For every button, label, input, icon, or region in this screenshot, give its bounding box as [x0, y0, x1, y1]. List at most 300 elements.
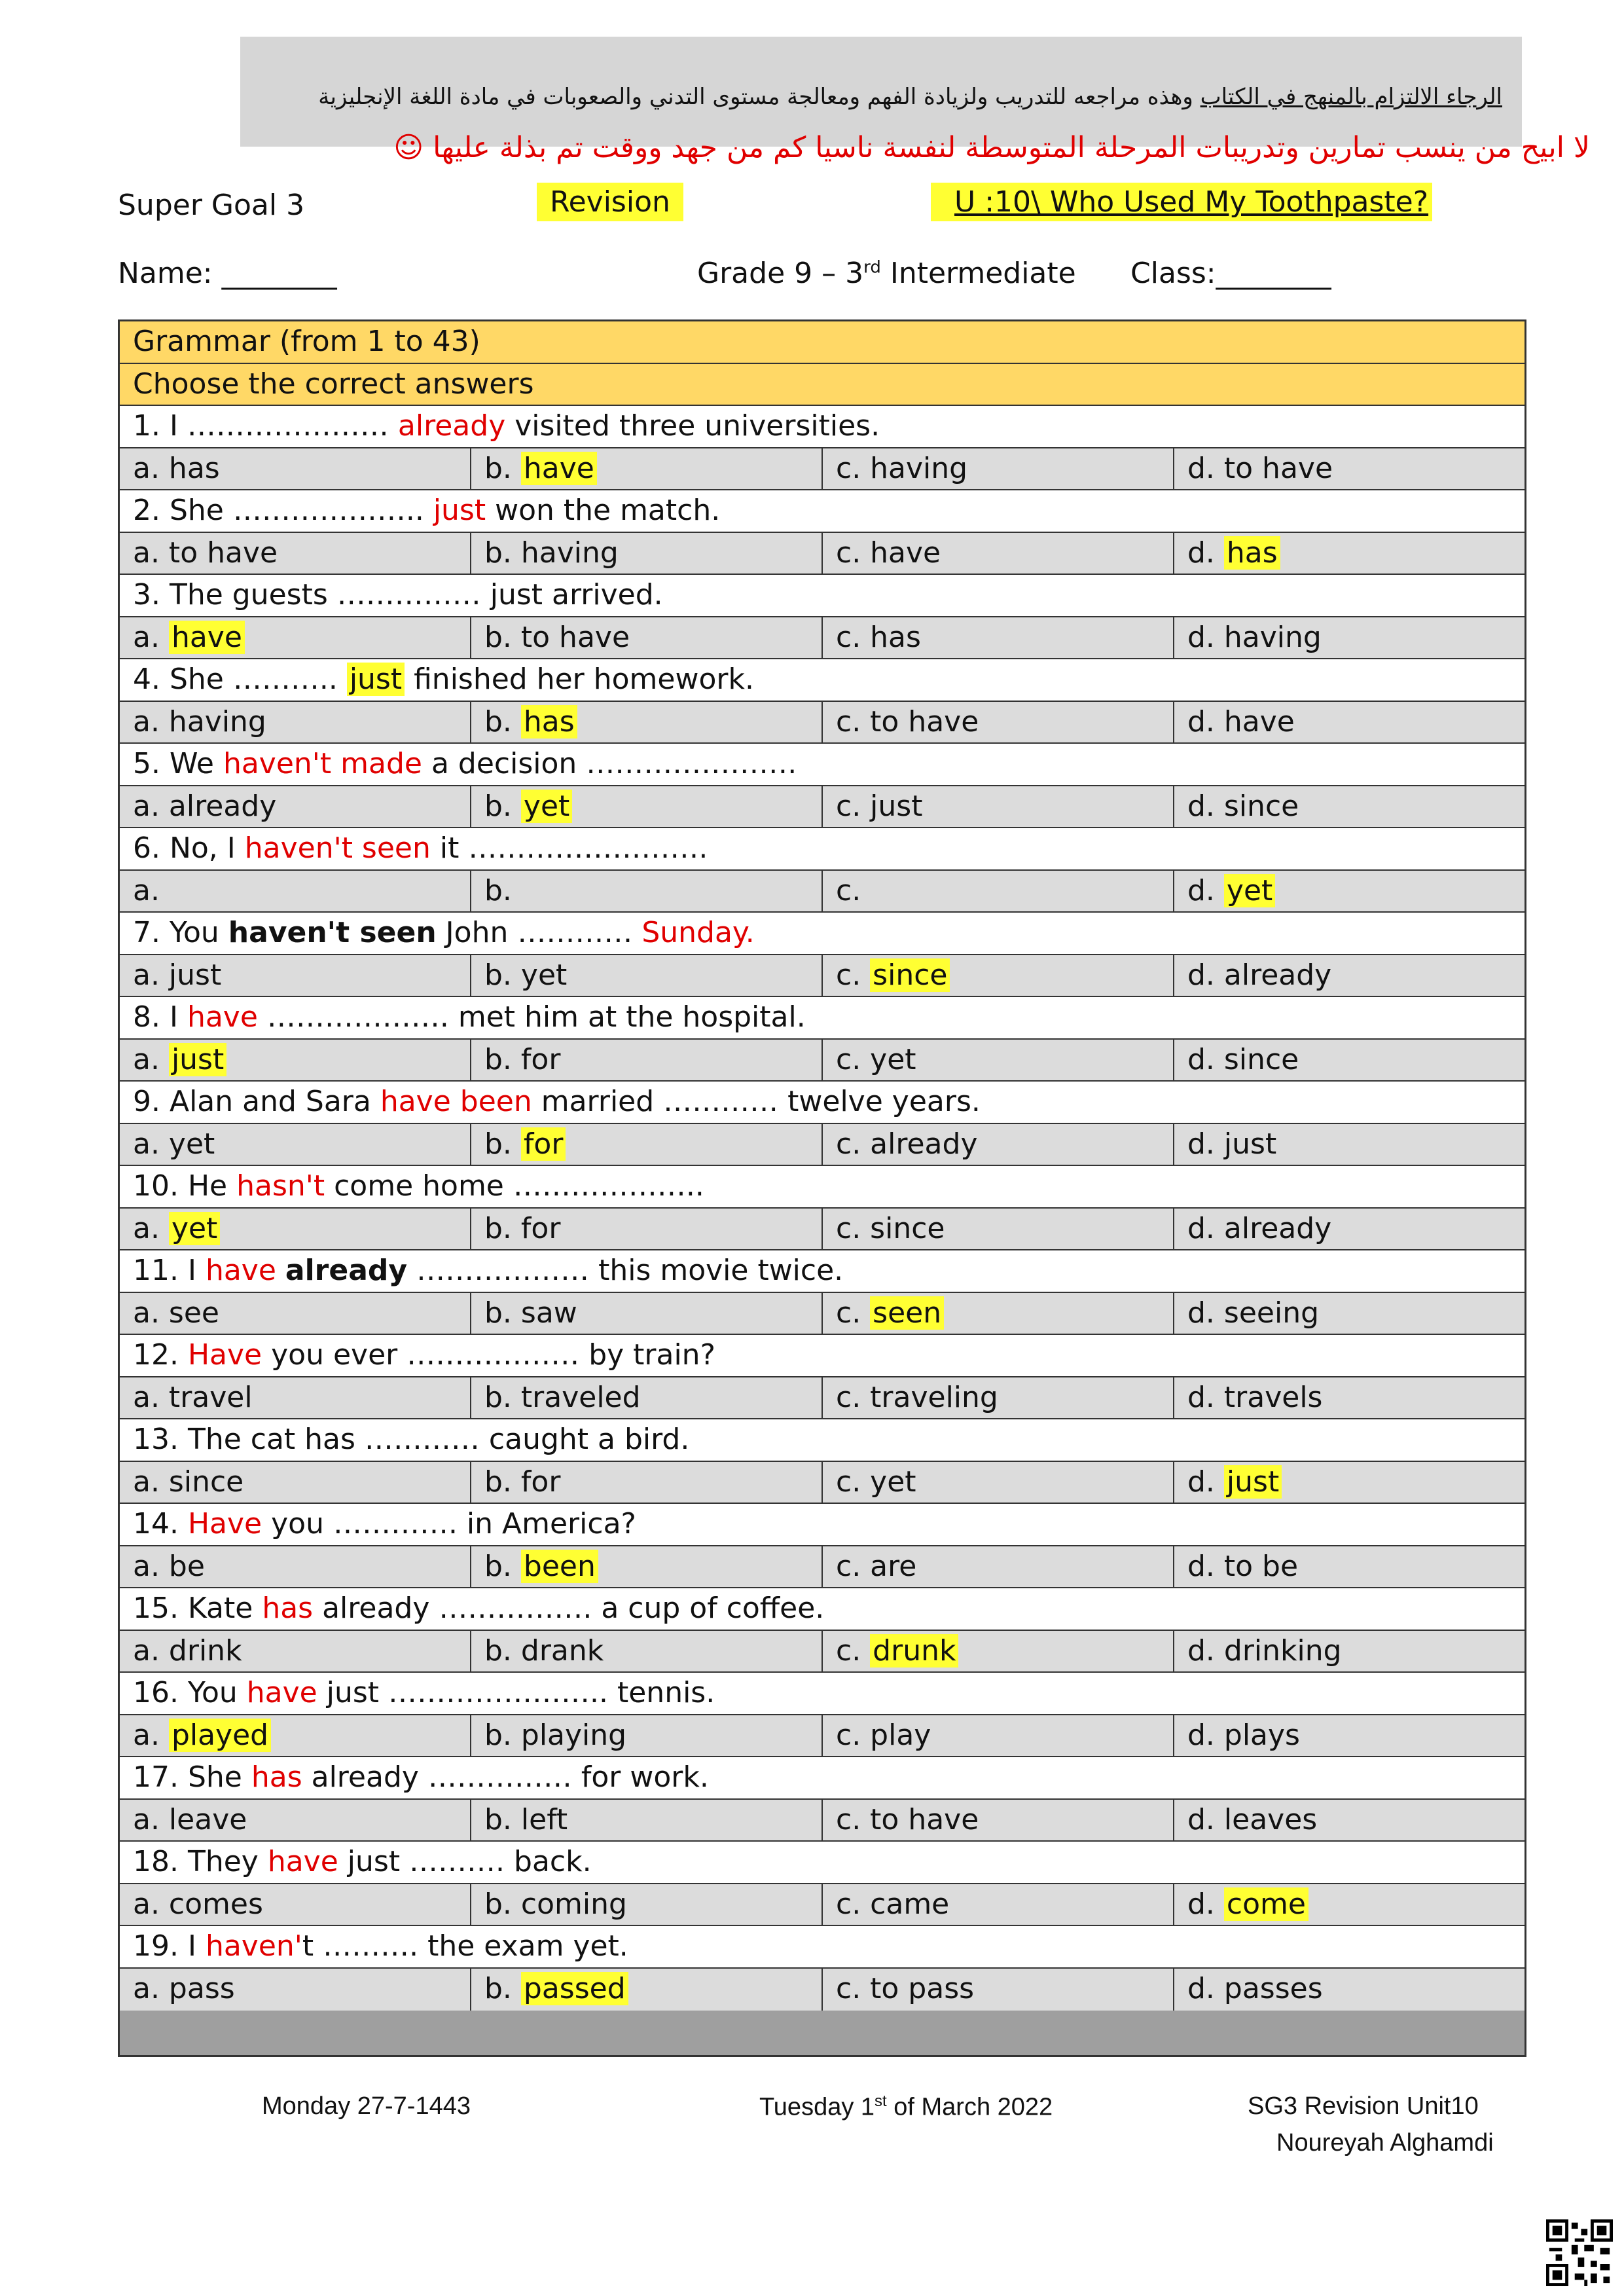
question-text [120, 1419, 689, 1461]
option-a[interactable] [120, 1884, 471, 1925]
text-segment: d. drinking [1187, 1633, 1342, 1667]
text-segment: b. [484, 789, 521, 823]
question-row-13 [120, 1419, 1525, 1462]
text-segment: c. yet [836, 1465, 916, 1499]
option-c[interactable] [823, 1377, 1174, 1419]
option-c[interactable] [823, 1462, 1174, 1503]
question-row-11 [120, 1250, 1525, 1293]
gregorian-date [759, 2092, 1053, 2122]
text-segment: c. [836, 873, 861, 907]
question-row-12 [120, 1335, 1525, 1377]
question-row-8 [120, 997, 1525, 1040]
option-a[interactable] [120, 1800, 471, 1841]
option-c[interactable] [823, 617, 1174, 659]
options-row-11 [120, 1293, 1525, 1336]
text-segment: b. for [484, 1042, 561, 1076]
highlighted-answer: has [1224, 536, 1280, 570]
text-segment: already ……………. a cup of coffee. [313, 1592, 825, 1625]
option-b[interactable] [471, 1040, 823, 1081]
option-d[interactable] [1174, 1800, 1525, 1841]
text-segment: John ………… [436, 916, 642, 949]
qr-code-icon[interactable] [1546, 2219, 1613, 2286]
highlighted-answer: have [521, 452, 597, 485]
emphasis-bold: haven't seen [228, 916, 437, 949]
text-segment: b. coming [484, 1887, 627, 1921]
section-title: Grammar (from 1 to 43) [133, 325, 480, 358]
text-segment: d. having [1187, 620, 1322, 654]
option-c[interactable] [823, 1124, 1174, 1165]
option-a[interactable] [120, 1293, 471, 1334]
text-segment: d. passes [1187, 1971, 1323, 2005]
text-segment: c. [836, 1296, 871, 1330]
text-segment: a. has [133, 451, 220, 485]
text-segment: c. since [836, 1211, 945, 1245]
option-d[interactable] [1174, 1293, 1525, 1334]
doc-code: SG3 Revision Unit10 [1248, 2092, 1479, 2120]
arabic-notice-underlined: الرجاء الالتزام بالمنهج في الكتاب [1200, 84, 1502, 110]
question-text [120, 1250, 843, 1292]
text-segment: a. to have [133, 536, 278, 570]
text-segment: b. [484, 704, 521, 738]
revision-text: Revision [537, 183, 683, 221]
text-segment: 4. She ……….. [133, 663, 347, 696]
option-b[interactable] [471, 448, 823, 490]
question-row-18 [120, 1842, 1525, 1884]
option-b[interactable] [471, 1800, 823, 1841]
options-row-10 [120, 1209, 1525, 1251]
question-row-4 [120, 659, 1525, 702]
option-a[interactable] [120, 1124, 471, 1165]
options-row-9 [120, 1124, 1525, 1167]
option-a[interactable] [120, 871, 471, 912]
text-segment: b. having [484, 536, 619, 570]
option-d[interactable] [1174, 448, 1525, 490]
options-row-8 [120, 1040, 1525, 1082]
options-row-5 [120, 786, 1525, 829]
emphasis-red: Have [187, 1338, 262, 1372]
highlighted-answer: been [521, 1550, 598, 1583]
question-text [120, 1588, 824, 1630]
text-segment: a. having [133, 704, 266, 738]
text-segment: 6. No, I [133, 831, 245, 865]
section-title-row [120, 321, 1525, 364]
option-a[interactable] [120, 617, 471, 659]
author: Noureyah Alghamdi [1276, 2129, 1494, 2157]
text-segment: b. yet [484, 958, 568, 992]
text-segment: t ………. the exam yet. [302, 1929, 628, 1963]
unit-title [931, 185, 1432, 219]
text-segment: already …………… for work. [302, 1760, 709, 1794]
emphasis-red: have [205, 1254, 276, 1287]
option-b[interactable] [471, 702, 823, 743]
text-segment: finished her homework. [405, 663, 754, 696]
text-segment: 19. I [133, 1929, 206, 1963]
text-segment: b. for [484, 1465, 561, 1499]
text-segment: just ………………….. tennis. [317, 1676, 715, 1709]
text-segment: b. [484, 1549, 521, 1583]
option-a[interactable] [120, 1631, 471, 1672]
emphasis-red: haven' [205, 1929, 302, 1963]
text-segment: c. are [836, 1549, 917, 1583]
text-segment: 9. Alan and Sara [133, 1085, 380, 1118]
option-b[interactable] [471, 1124, 823, 1165]
text-segment: just ………. back. [338, 1845, 592, 1878]
arabic-red-line: لا ابيح من ينسب تمارين وتدريبات المرحلة المتوسطة لنفسة ناسيا كم من جهد ووقت تم بذلة عليها ☺ [393, 131, 1590, 164]
highlighted-answer: seen [870, 1296, 944, 1330]
table-footer-row [120, 2011, 1525, 2055]
text-segment [276, 1254, 285, 1287]
text-segment: d. just [1187, 1127, 1277, 1161]
question-row-16 [120, 1673, 1525, 1715]
question-text [120, 406, 880, 447]
text-segment: a. [133, 1718, 169, 1752]
question-row-5 [120, 744, 1525, 786]
highlighted-answer: played [169, 1719, 271, 1752]
option-b[interactable] [471, 955, 823, 996]
option-a[interactable] [120, 955, 471, 996]
text-segment: you …………. in America? [262, 1507, 636, 1540]
emphasis-red: have [187, 1000, 258, 1034]
text-segment: 2. She ……………….. [133, 494, 433, 527]
text-segment: it ……………………. [430, 831, 708, 865]
option-a[interactable] [120, 1209, 471, 1250]
emphasis-red: haven't seen [244, 831, 431, 865]
question-text [120, 1166, 704, 1207]
highlighted-answer: since [870, 958, 950, 992]
text-segment: c. play [836, 1718, 931, 1752]
option-c[interactable] [823, 1040, 1174, 1081]
question-row-3 [120, 575, 1525, 617]
grade-suffix: Intermediate [880, 257, 1076, 290]
option-b[interactable] [471, 1715, 823, 1757]
question-text [120, 1504, 636, 1545]
text-segment: b. saw [484, 1296, 577, 1330]
text-segment: d. to be [1187, 1549, 1299, 1583]
highlighted-answer: yet [1224, 874, 1275, 907]
emphasis-red: has [251, 1760, 302, 1794]
option-a[interactable] [120, 1377, 471, 1419]
text-segment: b. [484, 873, 512, 907]
text-segment: c. to pass [836, 1971, 975, 2005]
highlighted-answer: passed [521, 1972, 628, 2005]
text-segment: 5. We [133, 747, 223, 780]
highlighted-answer: has [521, 705, 577, 738]
book-title: Super Goal 3 [118, 189, 305, 222]
text-segment: 8. I [133, 1000, 187, 1034]
question-rows [120, 406, 1525, 2011]
text-segment: c. to have [836, 1802, 979, 1836]
text-segment: d. [1187, 873, 1224, 907]
text-segment: d. since [1187, 1042, 1299, 1076]
option-d[interactable] [1174, 1040, 1525, 1081]
option-a[interactable] [120, 448, 471, 490]
text-segment: c. have [836, 536, 941, 570]
question-text [120, 1926, 628, 1967]
highlighted-answer: yet [169, 1212, 220, 1245]
text-segment: a. [133, 1042, 169, 1076]
text-segment: b. traveled [484, 1380, 641, 1414]
text-segment: d. travels [1187, 1380, 1323, 1414]
text-segment: d. plays [1187, 1718, 1300, 1752]
text-segment: d. [1187, 1887, 1224, 1921]
option-a[interactable] [120, 533, 471, 574]
text-segment: c. [836, 1633, 871, 1667]
class-field: Class:________ [1130, 257, 1331, 290]
text-segment: c. [836, 958, 871, 992]
text-segment: c. already [836, 1127, 978, 1161]
question-text [120, 1335, 715, 1376]
highlighted-answer: have [169, 621, 245, 654]
option-d[interactable] [1174, 1377, 1525, 1419]
question-text [120, 1757, 709, 1798]
text-segment: d. [1187, 1465, 1224, 1499]
text-segment: 14. [133, 1507, 188, 1540]
text-segment: a. just [133, 958, 222, 992]
question-row-6 [120, 828, 1525, 871]
section-instruction: Choose the correct answers [133, 367, 534, 401]
text-segment: 18. They [133, 1845, 268, 1878]
text-segment: you ever ……………… by train? [262, 1338, 715, 1372]
options-row-19 [120, 1969, 1525, 2011]
option-c[interactable] [823, 1209, 1174, 1250]
text-segment: 15. Kate [133, 1592, 262, 1625]
option-b[interactable] [471, 786, 823, 828]
option-b[interactable] [471, 1209, 823, 1250]
text-segment: 7. You [133, 916, 228, 949]
options-row-18 [120, 1884, 1525, 1927]
text-segment: a. already [133, 789, 277, 823]
text-segment: come home ……………….. [325, 1169, 704, 1203]
question-text [120, 828, 708, 869]
text-segment: a. pass [133, 1971, 235, 2005]
emphasis-red: just [433, 494, 486, 527]
question-row-15 [120, 1588, 1525, 1631]
option-b[interactable] [471, 1462, 823, 1503]
text-segment: d. since [1187, 789, 1299, 823]
option-d[interactable] [1174, 617, 1525, 659]
question-text [120, 490, 720, 532]
text-segment: b. playing [484, 1718, 627, 1752]
text-segment: d. leaves [1187, 1802, 1318, 1836]
question-text [120, 659, 754, 701]
question-text [120, 575, 663, 616]
options-row-4 [120, 702, 1525, 744]
greg-suffix: of March 2022 [886, 2093, 1053, 2121]
option-a[interactable] [120, 1546, 471, 1588]
option-c[interactable] [823, 1631, 1174, 1672]
emphasis-red: Sunday. [641, 916, 755, 949]
text-segment: a. comes [133, 1887, 263, 1921]
emphasis-red: have been [380, 1085, 532, 1118]
text-segment: a. [133, 620, 169, 654]
text-segment: b. to have [484, 620, 630, 654]
option-a[interactable] [120, 1040, 471, 1081]
options-row-16 [120, 1715, 1525, 1758]
option-d[interactable] [1174, 702, 1525, 743]
text-segment: a. drink [133, 1633, 242, 1667]
options-row-7 [120, 955, 1525, 998]
highlighted-answer: for [521, 1127, 566, 1161]
text-segment: c. having [836, 451, 968, 485]
option-d[interactable] [1174, 955, 1525, 996]
option-c[interactable] [823, 871, 1174, 912]
grade-label [697, 257, 1076, 290]
option-c[interactable] [823, 955, 1174, 996]
option-c[interactable] [823, 1800, 1174, 1841]
text-segment: c. came [836, 1887, 950, 1921]
text-segment: a. [133, 1211, 169, 1245]
greg-prefix: Tuesday 1 [759, 2093, 875, 2121]
text-segment: a. since [133, 1465, 244, 1499]
text-segment: visited three universities. [505, 409, 880, 443]
option-b[interactable] [471, 1377, 823, 1419]
text-segment: b. drank [484, 1633, 604, 1667]
greg-sup: st [875, 2092, 887, 2110]
text-segment: 16. You [133, 1676, 247, 1709]
text-segment: d. have [1187, 704, 1295, 738]
emphasis-red: has [262, 1592, 314, 1625]
emphasis-red: hasn't [236, 1169, 325, 1203]
text-segment: c. just [836, 789, 923, 823]
option-d[interactable] [1174, 1969, 1525, 2011]
option-b[interactable] [471, 1884, 823, 1925]
options-row-2 [120, 533, 1525, 575]
option-d[interactable] [1174, 1209, 1525, 1250]
option-b[interactable] [471, 533, 823, 574]
question-text [120, 744, 797, 785]
grade-sup: rd [863, 257, 881, 278]
option-d[interactable] [1174, 1462, 1525, 1503]
option-c[interactable] [823, 702, 1174, 743]
option-c[interactable] [823, 448, 1174, 490]
highlighted-answer: come [1224, 1887, 1308, 1921]
text-segment: b. for [484, 1211, 561, 1245]
option-b[interactable] [471, 1631, 823, 1672]
text-segment: ………………. met him at the hospital. [257, 1000, 806, 1034]
revision-label [537, 185, 683, 219]
option-d[interactable] [1174, 871, 1525, 912]
name-field: Name: ________ [118, 257, 337, 290]
question-text [120, 1082, 981, 1123]
options-row-17 [120, 1800, 1525, 1842]
options-row-13 [120, 1462, 1525, 1504]
highlighted-answer: yet [521, 790, 572, 823]
option-b[interactable] [471, 871, 823, 912]
instruction-row [120, 364, 1525, 407]
option-b[interactable] [471, 1969, 823, 2011]
emphasis-red: have [246, 1676, 317, 1709]
option-a[interactable] [120, 1715, 471, 1757]
option-a[interactable] [120, 1969, 471, 2011]
option-d[interactable] [1174, 1124, 1525, 1165]
text-segment: ……………… this movie twice. [407, 1254, 844, 1287]
option-c[interactable] [823, 1969, 1174, 2011]
highlighted-answer: just [347, 663, 405, 696]
option-a[interactable] [120, 702, 471, 743]
option-b[interactable] [471, 617, 823, 659]
options-row-3 [120, 617, 1525, 660]
options-row-6 [120, 871, 1525, 913]
highlighted-answer: just [1224, 1465, 1282, 1499]
option-c[interactable] [823, 1546, 1174, 1588]
emphasis-red: haven't made [223, 747, 422, 780]
option-b[interactable] [471, 1293, 823, 1334]
text-segment: c. traveling [836, 1380, 998, 1414]
option-c[interactable] [823, 1884, 1174, 1925]
text-segment: a. [133, 873, 160, 907]
text-segment: b. [484, 1971, 521, 2005]
question-text [120, 1842, 592, 1883]
text-segment: 11. I [133, 1254, 206, 1287]
text-segment: won the match. [486, 494, 721, 527]
hijri-date: Monday 27-7-1443 [262, 2092, 471, 2120]
option-d[interactable] [1174, 1884, 1525, 1925]
option-d[interactable] [1174, 1631, 1525, 1672]
text-segment: married ………… twelve years. [532, 1085, 981, 1118]
text-segment: 10. He [133, 1169, 237, 1203]
text-segment: d. already [1187, 958, 1332, 992]
question-text [120, 913, 755, 954]
question-row-19 [120, 1926, 1525, 1969]
option-a[interactable] [120, 1462, 471, 1503]
question-text [120, 997, 806, 1038]
emphasis-bold: already [285, 1254, 408, 1287]
text-segment: c. has [836, 620, 921, 654]
question-row-1 [120, 406, 1525, 448]
options-row-14 [120, 1546, 1525, 1589]
arabic-notice [318, 84, 1502, 110]
grade-prefix: Grade 9 – 3 [697, 257, 864, 290]
text-segment: d. [1187, 536, 1224, 570]
text-segment: 1. I ………………… [133, 409, 398, 443]
text-segment: b. [484, 451, 521, 485]
text-segment: b. [484, 1127, 521, 1161]
option-c[interactable] [823, 533, 1174, 574]
option-d[interactable] [1174, 1546, 1525, 1588]
text-segment: a. travel [133, 1380, 253, 1414]
text-segment: a decision …………………. [422, 747, 797, 780]
question-row-9 [120, 1082, 1525, 1124]
text-segment: c. yet [836, 1042, 916, 1076]
highlighted-answer: drunk [870, 1634, 958, 1667]
option-d[interactable] [1174, 1715, 1525, 1757]
text-segment: c. to have [836, 704, 979, 738]
notice-banner [240, 37, 1522, 147]
options-row-15 [120, 1631, 1525, 1673]
question-row-14 [120, 1504, 1525, 1546]
option-c[interactable] [823, 786, 1174, 828]
question-row-2 [120, 490, 1525, 533]
question-row-17 [120, 1757, 1525, 1800]
text-segment: 3. The guests …………… just arrived. [133, 578, 663, 611]
option-a[interactable] [120, 786, 471, 828]
question-text [120, 1673, 715, 1714]
option-c[interactable] [823, 1293, 1174, 1334]
text-segment: 17. She [133, 1760, 251, 1794]
option-b[interactable] [471, 1546, 823, 1588]
text-segment: 13. The cat has ………… caught a bird. [133, 1423, 690, 1456]
options-row-1 [120, 448, 1525, 491]
options-row-12 [120, 1377, 1525, 1420]
option-c[interactable] [823, 1715, 1174, 1757]
option-d[interactable] [1174, 786, 1525, 828]
option-d[interactable] [1174, 533, 1525, 574]
text-segment: a. see [133, 1296, 219, 1330]
text-segment: d. seeing [1187, 1296, 1320, 1330]
text-segment: a. be [133, 1549, 205, 1583]
emphasis-red: Have [187, 1507, 262, 1540]
highlighted-answer: just [169, 1043, 226, 1076]
